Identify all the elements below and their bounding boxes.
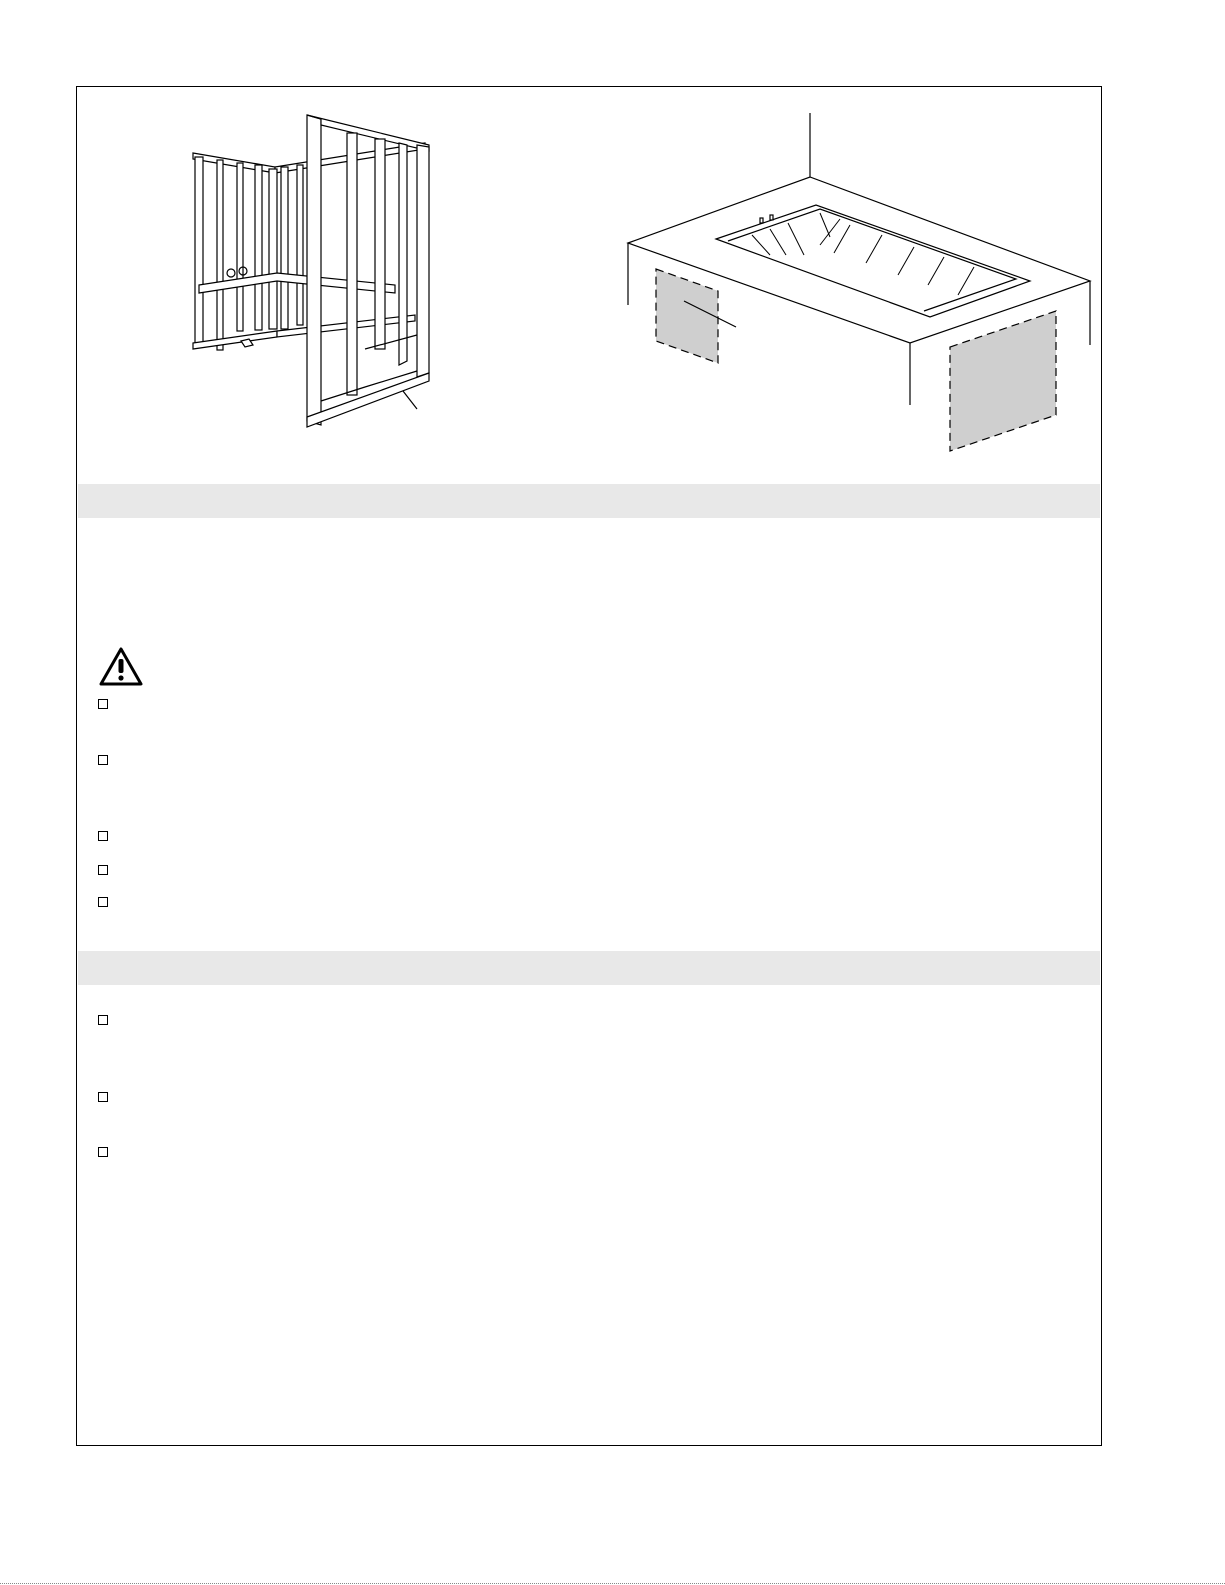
checklist-box-4[interactable] bbox=[98, 865, 108, 875]
checklist-box-8[interactable] bbox=[98, 1147, 108, 1157]
checklist-box-5[interactable] bbox=[98, 897, 108, 907]
shower-framing-illustration bbox=[185, 105, 445, 435]
bath-platform-illustration bbox=[620, 105, 1100, 465]
checklist-box-1[interactable] bbox=[98, 699, 108, 709]
checklist-box-7[interactable] bbox=[98, 1092, 108, 1102]
section-1-header-band bbox=[78, 484, 1100, 518]
checklist-box-6[interactable] bbox=[98, 1015, 108, 1025]
checklist-box-2[interactable] bbox=[98, 755, 108, 765]
page-bottom-rule bbox=[0, 1583, 1225, 1584]
section-2-header-band bbox=[78, 951, 1100, 985]
caution-triangle-icon bbox=[98, 646, 144, 688]
checklist-box-3[interactable] bbox=[98, 831, 108, 841]
